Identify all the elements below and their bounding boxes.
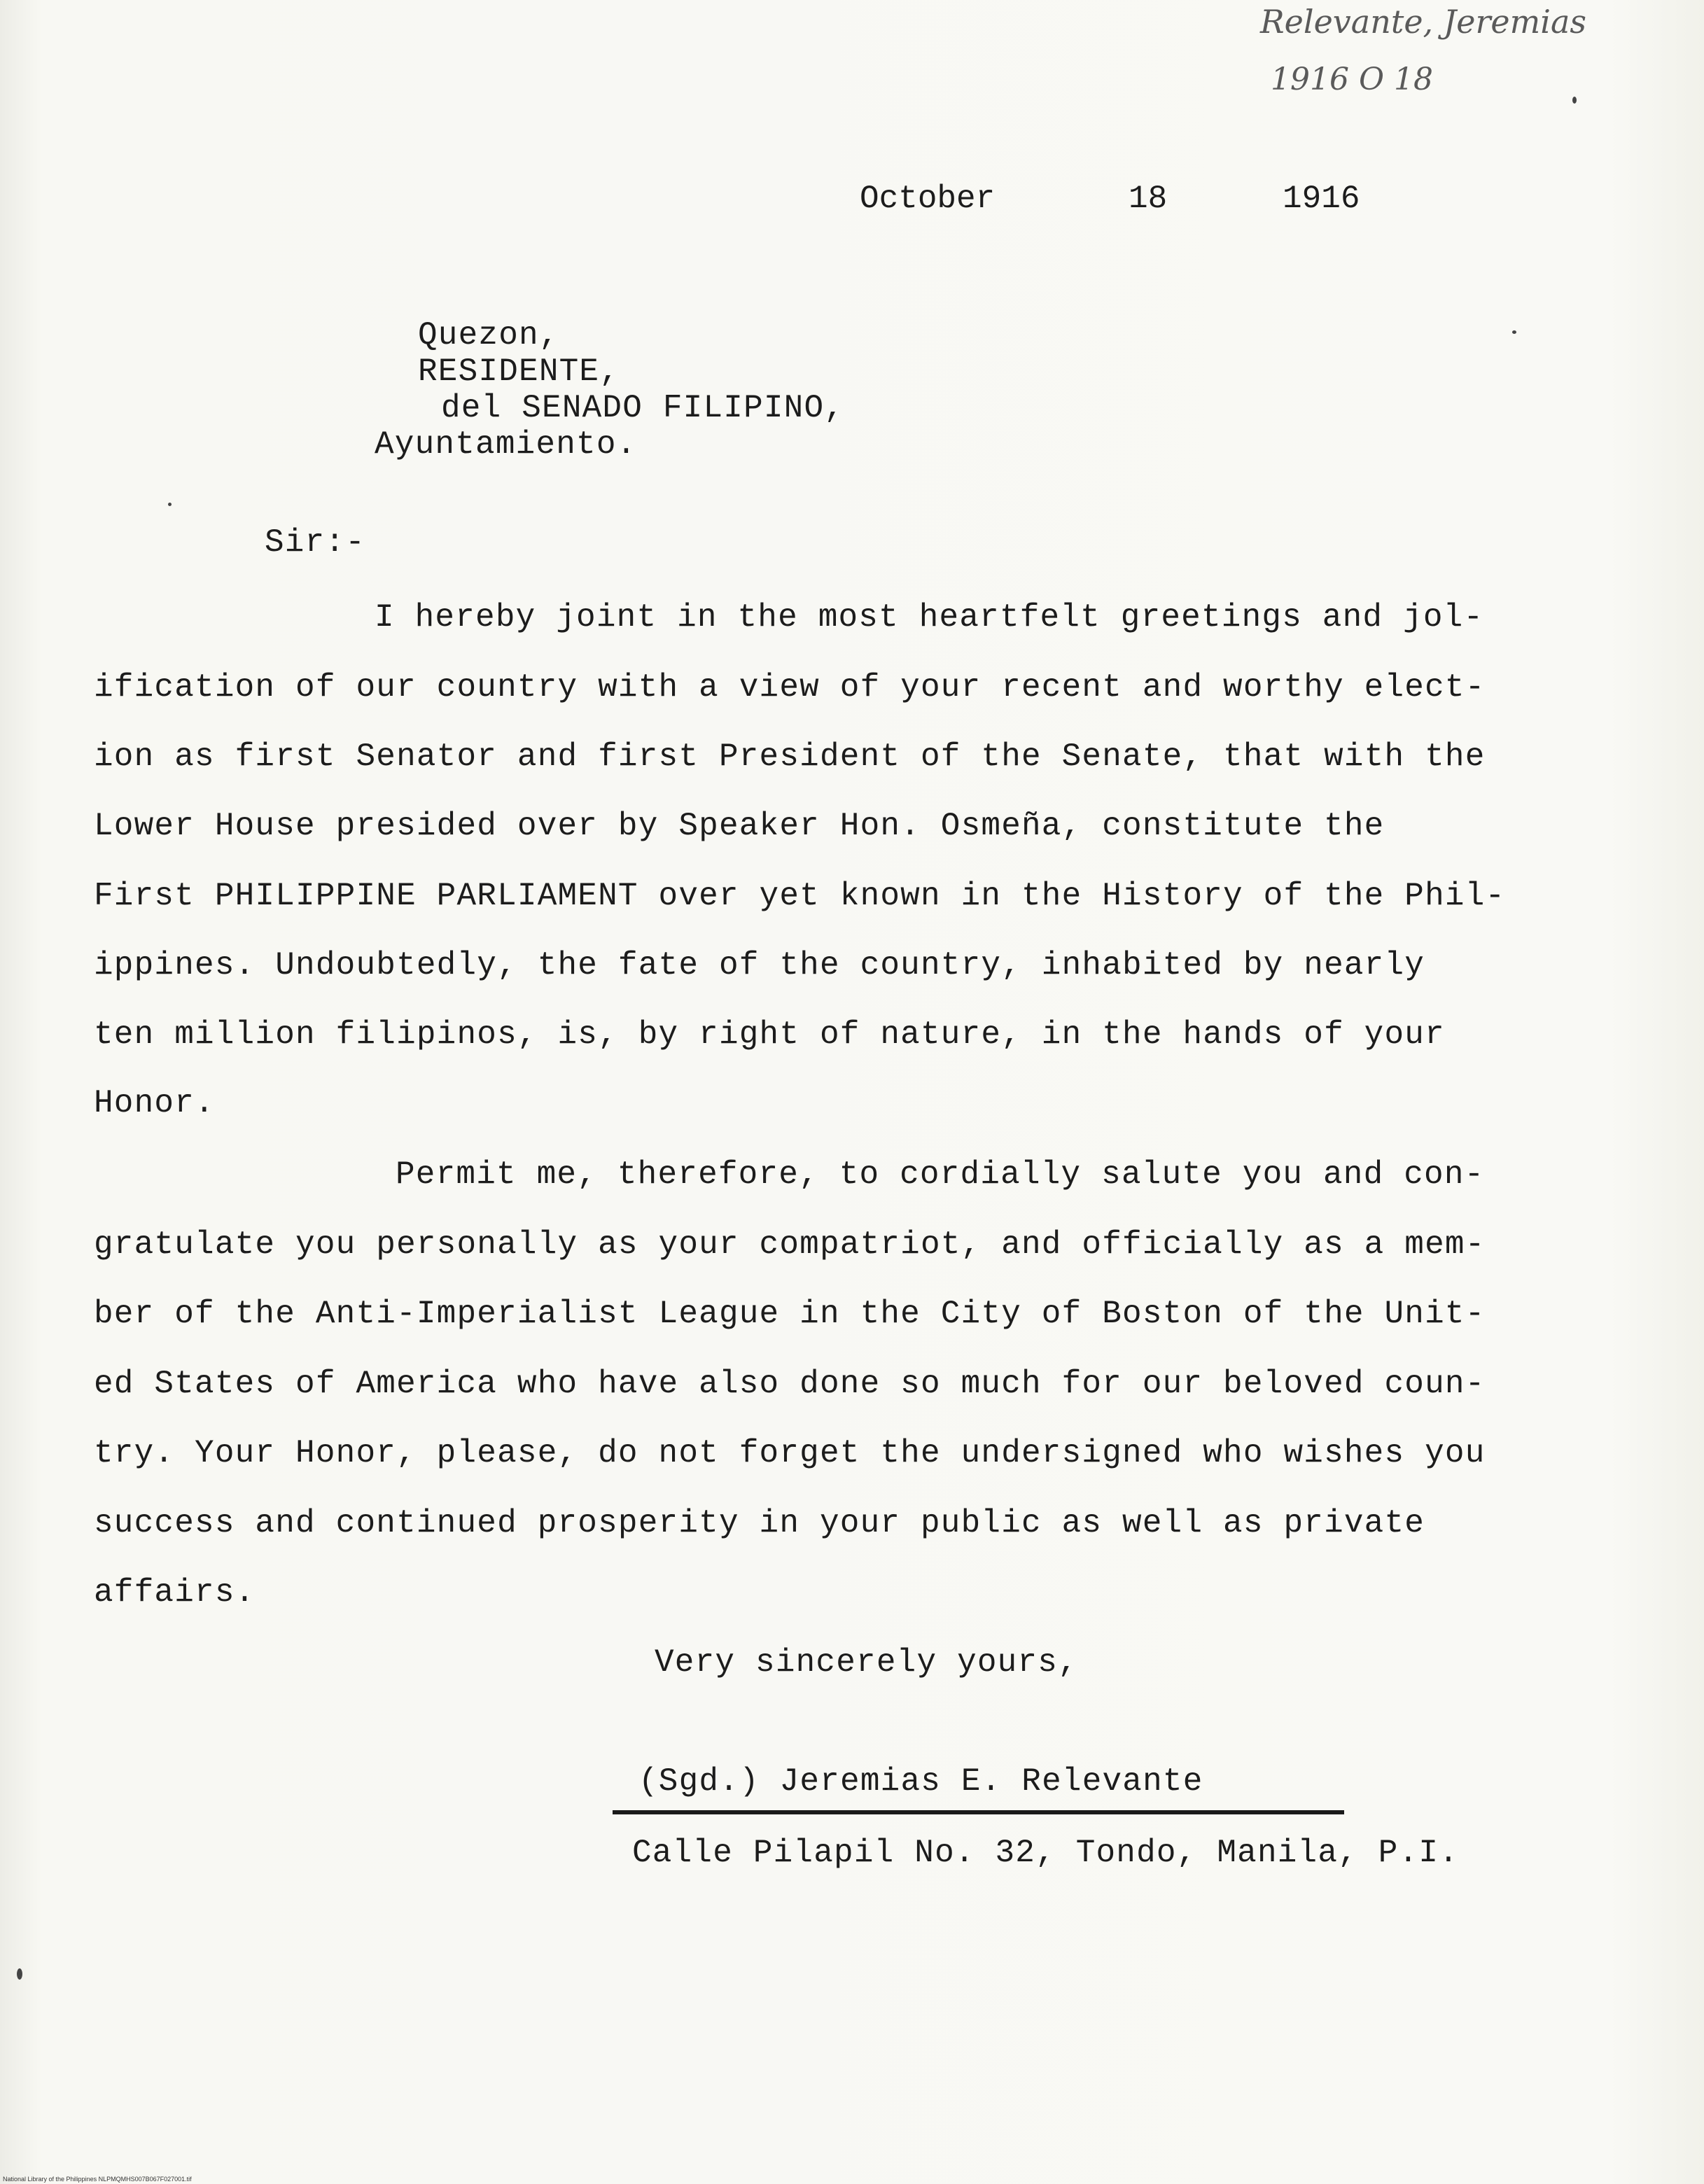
archival-annotation-ref: 1916 O 18 — [1271, 62, 1434, 97]
date-year: 1916 — [1283, 181, 1360, 217]
paragraph-line: ten million filipinos, is, by right of nature, in the hands of your — [94, 1016, 1445, 1053]
paragraph-line: ed States of America who have also done so much for our beloved coun- — [94, 1366, 1486, 1402]
date-day: 18 — [1129, 181, 1168, 217]
paragraph-line: try. Your Honor, please, do not forget the undersigned who wishes you — [94, 1435, 1486, 1471]
paragraph-line: ion as first Senator and first President of the Senate, that with the — [94, 738, 1486, 775]
signature-line: (Sgd.) Jeremias E. Relevante — [638, 1763, 1203, 1800]
date-month: October — [860, 181, 996, 217]
scan-speck — [1572, 97, 1577, 104]
paragraph-line: I hereby joint in the most heartfelt greetings and jol- — [375, 599, 1484, 636]
scan-speck — [168, 503, 172, 506]
archive-footer-credit: National Library of the Philippines NLPMQMHS007B067F027001.tif — [3, 2176, 192, 2183]
paragraph-line: success and continued prosperity in your public as well as private — [94, 1505, 1425, 1541]
signature-rule — [613, 1810, 1344, 1814]
addressee-line: del SENADO FILIPINO, — [441, 390, 845, 426]
scan-speck — [17, 1968, 22, 1980]
addressee-line: Ayuntamiento. — [375, 426, 637, 463]
paragraph-line: ippines. Undoubtedly, the fate of the country, inhabited by nearly — [94, 947, 1425, 983]
paragraph-line: Lower House presided over by Speaker Hon. Osmeña, constitute the — [94, 808, 1385, 844]
addressee-line: Quezon, — [418, 317, 559, 354]
paragraph-line: Honor. — [94, 1085, 215, 1121]
sender-address: Calle Pilapil No. 32, Tondo, Manila, P.I. — [632, 1835, 1459, 1871]
scan-speck — [1512, 330, 1516, 334]
paragraph-line: ber of the Anti-Imperialist League in the City of Boston of the Unit- — [94, 1296, 1486, 1332]
addressee-line: RESIDENTE, — [418, 354, 620, 390]
closing: Very sincerely yours, — [655, 1644, 1078, 1681]
paragraph-line: First PHILIPPINE PARLIAMENT over yet known in the History of the Phil- — [94, 878, 1506, 914]
salutation: Sir:- — [265, 524, 366, 561]
archival-annotation-name: Relevante, Jeremias — [1260, 3, 1587, 41]
paragraph-line: gratulate you personally as your compatriot, and officially as a mem- — [94, 1226, 1486, 1263]
paragraph-line: affairs. — [94, 1574, 256, 1611]
paragraph-line: Permit me, therefore, to cordially salute you and con- — [396, 1156, 1485, 1193]
paragraph-line: ification of our country with a view of your recent and worthy elect- — [94, 669, 1486, 706]
